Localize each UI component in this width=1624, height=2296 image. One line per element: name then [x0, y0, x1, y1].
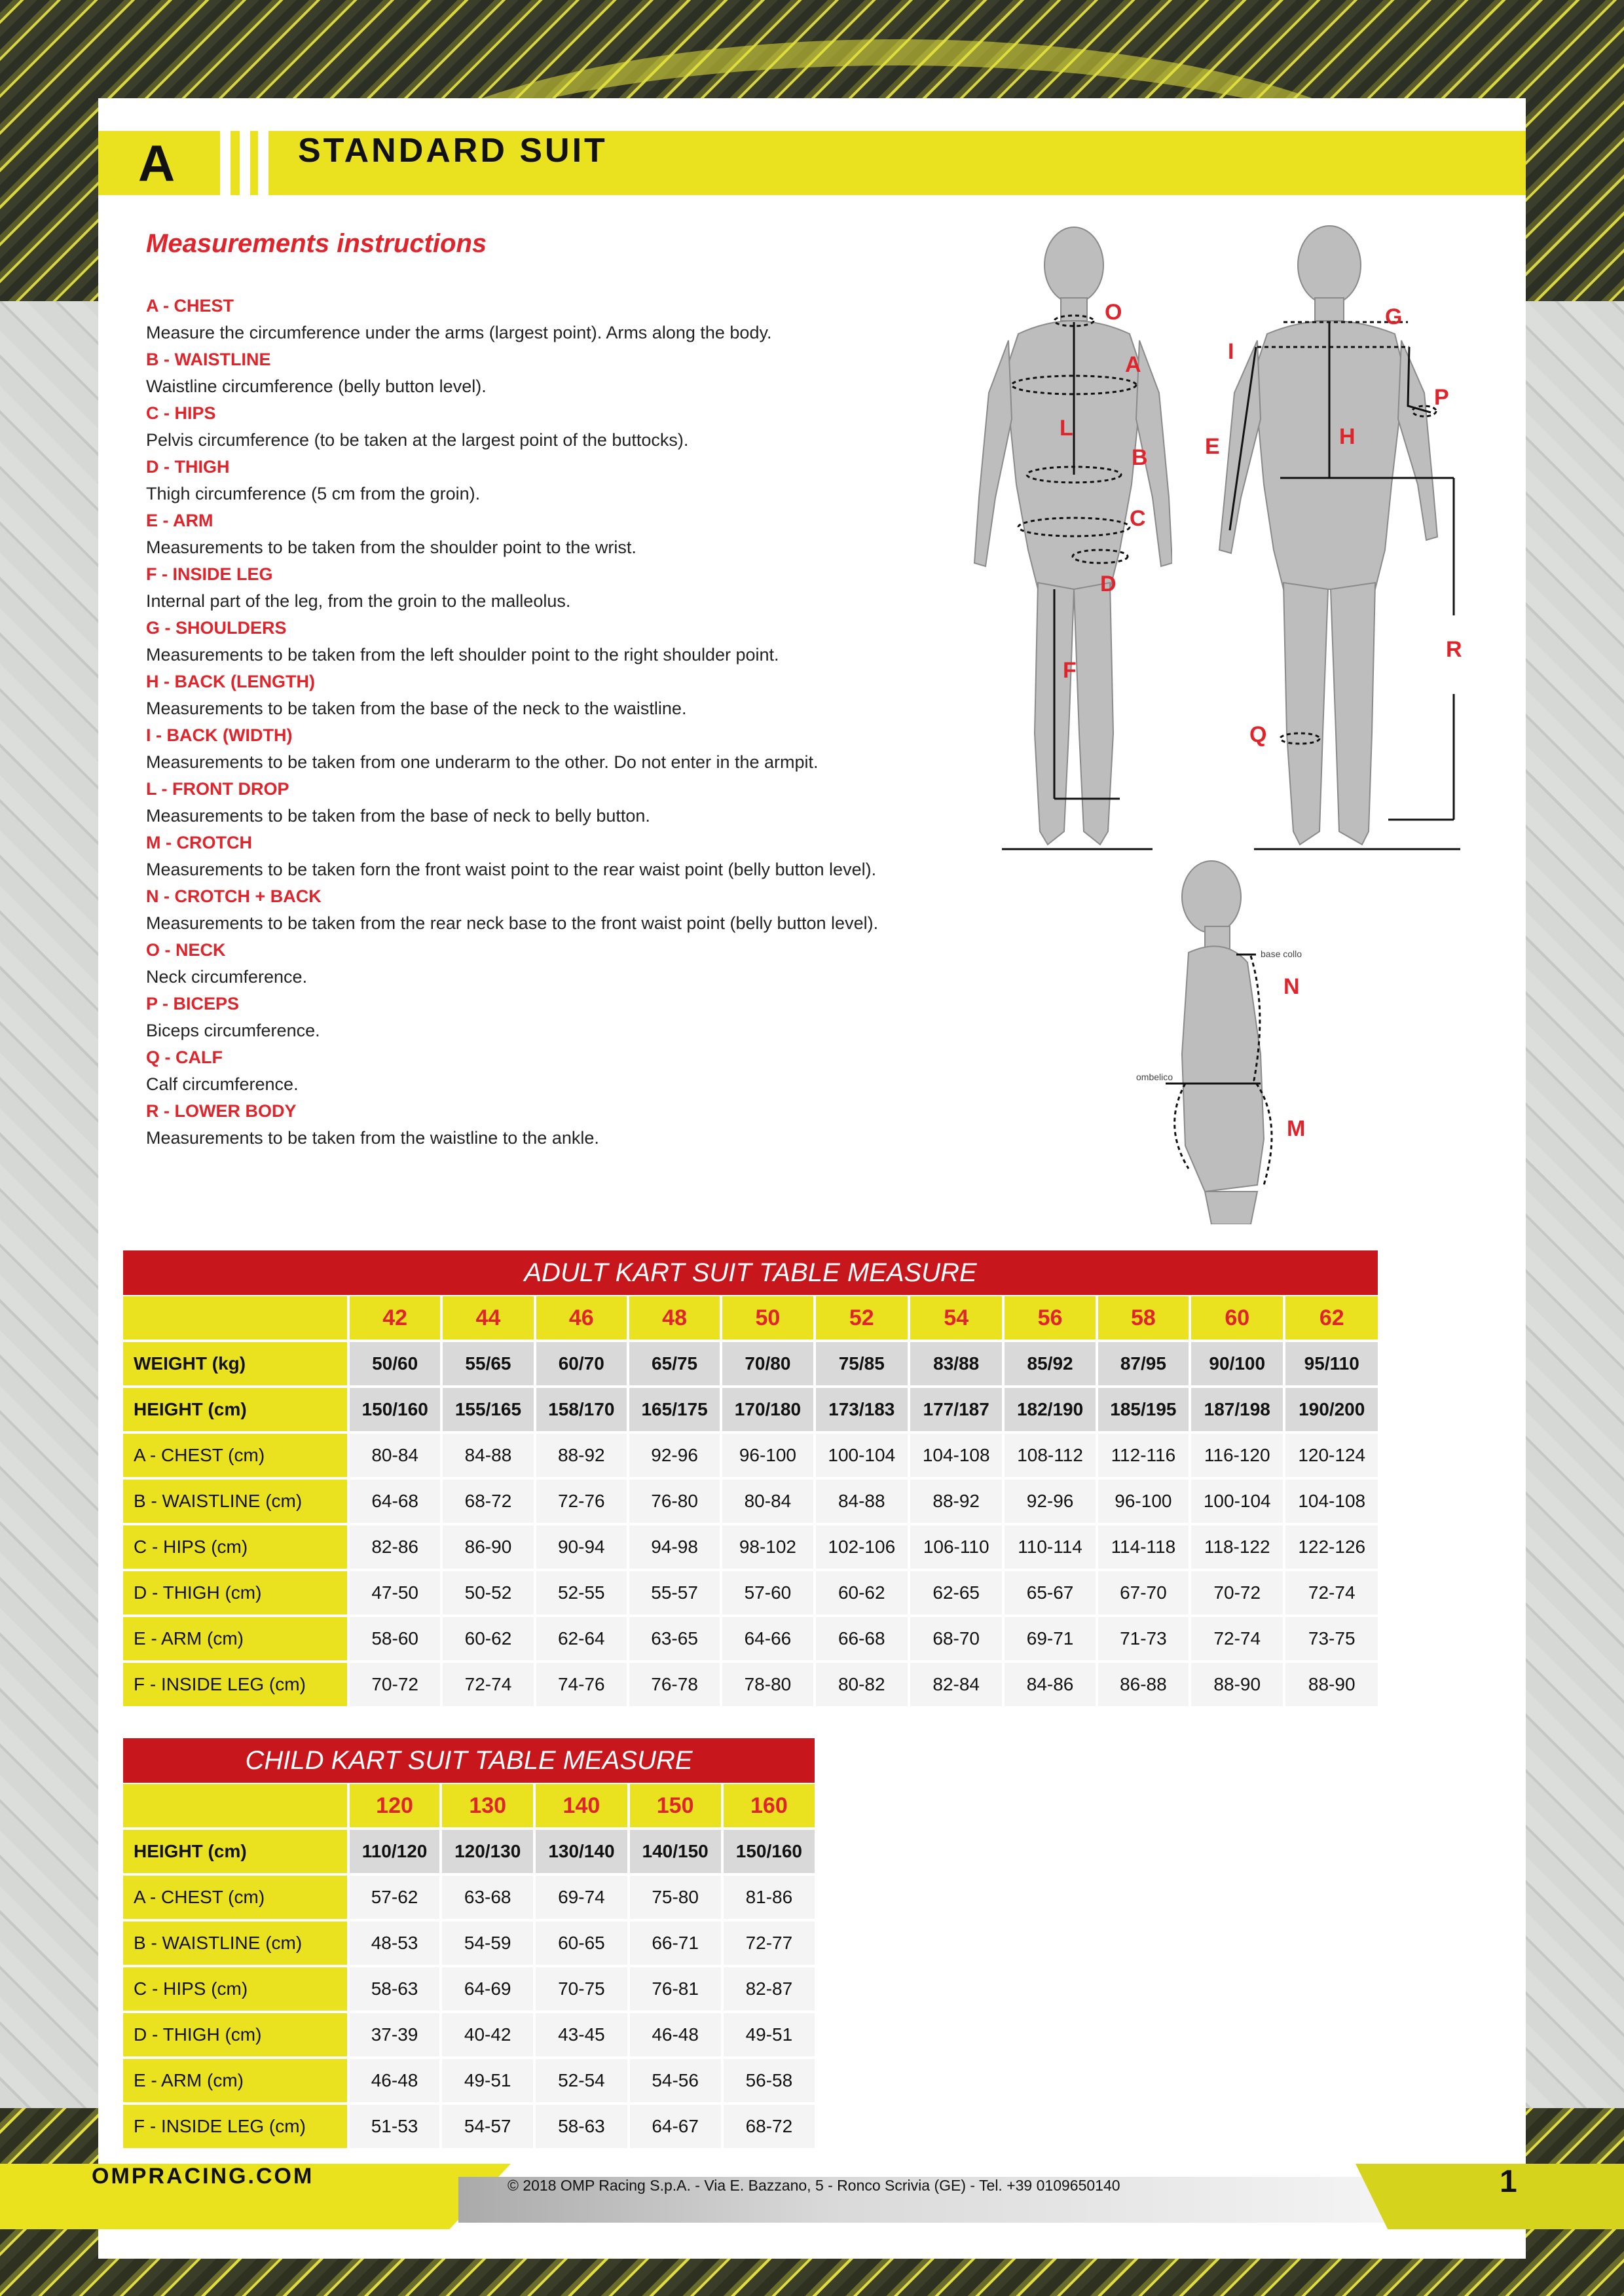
- instruction-item: [146, 722, 945, 776]
- instruction-item: [146, 454, 945, 507]
- table-cell: 92-96: [1005, 1480, 1095, 1523]
- table-cell: 68-72: [724, 2105, 815, 2148]
- size-header-cell: 120: [350, 1784, 439, 1827]
- table-cell: 46-48: [630, 2013, 721, 2056]
- table-cell: 70/80: [722, 1342, 813, 1385]
- table-cell: 54-57: [442, 2105, 533, 2148]
- size-header-row: [123, 1296, 1378, 1339]
- instruction-label: M - CROTCH: [146, 833, 252, 852]
- table-cell: 60-62: [816, 1571, 908, 1614]
- table-cell: 104-108: [1285, 1480, 1378, 1523]
- table-cell: 64-69: [442, 1967, 533, 2011]
- instruction-label: N - CROTCH + BACK: [146, 886, 322, 906]
- table-cell: 54-56: [630, 2059, 721, 2102]
- table-cell: 120/130: [442, 1830, 533, 1873]
- header-divider: [220, 131, 231, 195]
- instruction-label: P - BICEPS: [146, 994, 240, 1013]
- instruction-label: H - BACK (LENGTH): [146, 672, 315, 691]
- instruction-label: I - BACK (WIDTH): [146, 725, 293, 745]
- table-cell: 46-48: [350, 2059, 439, 2102]
- table-cell: 37-39: [350, 2013, 439, 2056]
- table-cell: 56-58: [724, 2059, 815, 2102]
- table-cell: 173/183: [816, 1388, 908, 1431]
- instruction-description: Waistline circumference (belly button level).: [146, 376, 487, 396]
- instruction-item: [146, 293, 945, 346]
- instruction-label: A - CHEST: [146, 296, 234, 316]
- table-cell: 66-68: [816, 1617, 908, 1660]
- instruction-item: [146, 400, 945, 454]
- table-cell: 68-70: [910, 1617, 1002, 1660]
- table-row: [123, 2105, 815, 2148]
- instruction-description: Measurements to be taken from the shoulder point to the wrist.: [146, 538, 637, 557]
- marker-d: D: [1100, 572, 1116, 596]
- table-cell: 76-78: [629, 1663, 720, 1706]
- size-header-cell: 160: [724, 1784, 815, 1827]
- table-cell: 108-112: [1005, 1434, 1095, 1477]
- size-header-cell: 56: [1005, 1296, 1095, 1339]
- table-row: [123, 1967, 815, 2011]
- table-cell: 49-51: [442, 2059, 533, 2102]
- table-cell: 88-92: [910, 1480, 1002, 1523]
- table-cell: 52-55: [536, 1571, 627, 1614]
- table-cell: 177/187: [910, 1388, 1002, 1431]
- instruction-description: Measure the circumference under the arms (largest point). Arms along the body.: [146, 323, 772, 342]
- instruction-description: Measurements to be taken from the waistline to the ankle.: [146, 1128, 599, 1148]
- table-cell: 158/170: [536, 1388, 627, 1431]
- marker-a: A: [1125, 352, 1141, 377]
- table-cell: 58-63: [350, 1967, 439, 2011]
- table-cell: 118-122: [1191, 1525, 1283, 1569]
- table-cell: 90/100: [1191, 1342, 1283, 1385]
- child-table-title: CHILD KART SUIT TABLE MEASURE: [123, 1738, 815, 1783]
- table-cell: 94-98: [629, 1525, 720, 1569]
- table-cell: 70-72: [1191, 1571, 1283, 1614]
- child-size-table: [120, 1781, 817, 2151]
- table-row: [123, 1922, 815, 1965]
- table-cell: 78-80: [722, 1663, 813, 1706]
- row-label-cell: F - INSIDE LEG (cm): [123, 1663, 347, 1706]
- size-header-cell: 54: [910, 1296, 1002, 1339]
- marker-r: R: [1446, 637, 1462, 662]
- header-blank-cell: [123, 1296, 347, 1339]
- row-label-cell: C - HIPS (cm): [123, 1967, 347, 2011]
- instruction-description: Biceps circumference.: [146, 1021, 320, 1040]
- table-cell: 72-74: [443, 1663, 533, 1706]
- table-row: [123, 1617, 1378, 1660]
- instruction-label: F - INSIDE LEG: [146, 564, 273, 584]
- instruction-item: [146, 991, 945, 1044]
- table-row: [123, 2013, 815, 2056]
- size-header-cell: 150: [630, 1784, 721, 1827]
- instruction-description: Calf circumference.: [146, 1074, 299, 1094]
- marker-o: O: [1105, 300, 1122, 325]
- instruction-item: [146, 829, 945, 883]
- table-cell: 64-67: [630, 2105, 721, 2148]
- table-cell: 72-74: [1191, 1617, 1283, 1660]
- size-header-cell: 48: [629, 1296, 720, 1339]
- instruction-description: Measurements to be taken from the left shoulder point to the right shoulder point.: [146, 645, 779, 665]
- instruction-label: Q - CALF: [146, 1048, 223, 1067]
- navel-note: ombelico: [1136, 1072, 1173, 1082]
- table-cell: 182/190: [1005, 1388, 1095, 1431]
- table-cell: 100-104: [1191, 1480, 1283, 1523]
- instruction-description: Measurements to be taken from the base of the neck to the waistline.: [146, 699, 687, 718]
- instruction-description: Neck circumference.: [146, 967, 308, 987]
- table-cell: 52-54: [536, 2059, 627, 2102]
- table-cell: 88-92: [536, 1434, 627, 1477]
- table-cell: 64-66: [722, 1617, 813, 1660]
- adult-size-table: [120, 1294, 1380, 1709]
- table-cell: 120-124: [1285, 1434, 1378, 1477]
- row-label-cell: D - THIGH (cm): [123, 2013, 347, 2056]
- table-cell: 75-80: [630, 1876, 721, 1919]
- table-cell: 65/75: [629, 1342, 720, 1385]
- instruction-label: B - WAISTLINE: [146, 350, 271, 369]
- table-cell: 98-102: [722, 1525, 813, 1569]
- table-cell: 68-72: [443, 1480, 533, 1523]
- table-cell: 82-84: [910, 1663, 1002, 1706]
- table-cell: 88-90: [1191, 1663, 1283, 1706]
- instruction-item: [146, 507, 945, 561]
- header-blank-cell: [123, 1784, 347, 1827]
- table-cell: 76-80: [629, 1480, 720, 1523]
- instruction-item: [146, 883, 945, 937]
- table-row: [123, 2059, 815, 2102]
- adult-table-title: ADULT KART SUIT TABLE MEASURE: [123, 1250, 1378, 1295]
- marker-c: C: [1130, 506, 1146, 531]
- table-cell: 49-51: [724, 2013, 815, 2056]
- table-cell: 57-60: [722, 1571, 813, 1614]
- table-row: [123, 1663, 1378, 1706]
- marker-q: Q: [1249, 722, 1267, 747]
- table-cell: 73-75: [1285, 1617, 1378, 1660]
- instruction-description: Measurements to be taken from the rear neck base to the front waist point (belly button level).: [146, 913, 879, 933]
- marker-l: L: [1060, 416, 1073, 441]
- table-cell: 80-84: [350, 1434, 440, 1477]
- table-cell: 85/92: [1005, 1342, 1095, 1385]
- table-cell: 43-45: [536, 2013, 627, 2056]
- size-header-cell: 58: [1098, 1296, 1189, 1339]
- marker-e: E: [1205, 434, 1220, 459]
- table-cell: 88-90: [1285, 1663, 1378, 1706]
- table-cell: 54-59: [442, 1922, 533, 1965]
- table-cell: 60/70: [536, 1342, 627, 1385]
- marker-g: G: [1385, 304, 1403, 329]
- instruction-item: [146, 615, 945, 668]
- instruction-label: C - HIPS: [146, 403, 216, 423]
- marker-m: M: [1287, 1116, 1306, 1141]
- table-cell: 96-100: [1098, 1480, 1189, 1523]
- marker-f: F: [1063, 658, 1077, 683]
- instruction-label: R - LOWER BODY: [146, 1101, 297, 1121]
- table-cell: 84-86: [1005, 1663, 1095, 1706]
- table-cell: 75/85: [816, 1342, 908, 1385]
- table-cell: 87/95: [1098, 1342, 1189, 1385]
- back-body-figure: [1205, 223, 1480, 858]
- size-header-cell: 44: [443, 1296, 533, 1339]
- table-cell: 130/140: [536, 1830, 627, 1873]
- size-header-row: [123, 1784, 815, 1827]
- table-cell: 86-88: [1098, 1663, 1189, 1706]
- table-cell: 70-72: [350, 1663, 440, 1706]
- page-number: 1: [1500, 2164, 1517, 2199]
- table-cell: 185/195: [1098, 1388, 1189, 1431]
- table-cell: 80-82: [816, 1663, 908, 1706]
- table-cell: 58-60: [350, 1617, 440, 1660]
- row-label-cell: F - INSIDE LEG (cm): [123, 2105, 347, 2148]
- table-cell: 62-65: [910, 1571, 1002, 1614]
- table-cell: 155/165: [443, 1388, 533, 1431]
- table-cell: 82-87: [724, 1967, 815, 2011]
- table-cell: 72-77: [724, 1922, 815, 1965]
- row-label-cell: C - HIPS (cm): [123, 1525, 347, 1569]
- table-cell: 69-71: [1005, 1617, 1095, 1660]
- table-cell: 82-86: [350, 1525, 440, 1569]
- row-label-cell: B - WAISTLINE (cm): [123, 1922, 347, 1965]
- row-label-cell: HEIGHT (cm): [123, 1830, 347, 1873]
- footer-website-link[interactable]: OMPRACING.COM: [92, 2164, 314, 2189]
- table-cell: 90-94: [536, 1525, 627, 1569]
- instruction-description: Measurements to be taken forn the front waist point to the rear waist point (belly button level).: [146, 860, 877, 879]
- instruction-description: Measurements to be taken from the base of neck to belly button.: [146, 806, 650, 826]
- instruction-description: Measurements to be taken from one underarm to the other. Do not enter in the armpit.: [146, 752, 819, 772]
- table-cell: 150/160: [350, 1388, 440, 1431]
- table-cell: 64-68: [350, 1480, 440, 1523]
- table-cell: 112-116: [1098, 1434, 1189, 1477]
- table-cell: 86-90: [443, 1525, 533, 1569]
- marker-p: P: [1434, 385, 1449, 410]
- table-cell: 104-108: [910, 1434, 1002, 1477]
- table-row: [123, 1525, 1378, 1569]
- table-cell: 114-118: [1098, 1525, 1189, 1569]
- marker-i: I: [1228, 339, 1234, 364]
- table-cell: 106-110: [910, 1525, 1002, 1569]
- table-cell: 55-57: [629, 1571, 720, 1614]
- table-cell: 48-53: [350, 1922, 439, 1965]
- table-cell: 95/110: [1285, 1342, 1378, 1385]
- size-header-cell: 52: [816, 1296, 908, 1339]
- table-cell: 65-67: [1005, 1571, 1095, 1614]
- front-body-figure: [956, 223, 1172, 858]
- table-row: [123, 1388, 1378, 1431]
- instruction-item: [146, 668, 945, 722]
- row-label-cell: D - THIGH (cm): [123, 1571, 347, 1614]
- table-cell: 96-100: [722, 1434, 813, 1477]
- header-divider: [240, 131, 250, 195]
- table-cell: 55/65: [443, 1342, 533, 1385]
- size-header-cell: 42: [350, 1296, 440, 1339]
- row-label-cell: E - ARM (cm): [123, 2059, 347, 2102]
- header-divider: [258, 131, 268, 195]
- table-cell: 84-88: [443, 1434, 533, 1477]
- table-cell: 76-81: [630, 1967, 721, 2011]
- footer-right-band: [1356, 2164, 1624, 2229]
- table-cell: 72-76: [536, 1480, 627, 1523]
- table-cell: 110/120: [350, 1830, 439, 1873]
- size-header-cell: 140: [536, 1784, 627, 1827]
- instruction-description: Pelvis circumference (to be taken at the largest point of the buttocks).: [146, 430, 689, 450]
- instruction-item: [146, 346, 945, 400]
- table-cell: 83/88: [910, 1342, 1002, 1385]
- size-header-cell: 50: [722, 1296, 813, 1339]
- table-cell: 80-84: [722, 1480, 813, 1523]
- instruction-label: D - THIGH: [146, 457, 230, 477]
- instruction-item: [146, 776, 945, 829]
- table-cell: 51-53: [350, 2105, 439, 2148]
- size-header-cell: 60: [1191, 1296, 1283, 1339]
- table-cell: 63-68: [442, 1876, 533, 1919]
- instructions-list: [146, 293, 945, 1152]
- instruction-item: [146, 1044, 945, 1098]
- instruction-label: L - FRONT DROP: [146, 779, 289, 799]
- table-cell: 66-71: [630, 1922, 721, 1965]
- instruction-description: Internal part of the leg, from the groin to the malleolus.: [146, 591, 571, 611]
- table-cell: 102-106: [816, 1525, 908, 1569]
- table-cell: 140/150: [630, 1830, 721, 1873]
- row-label-cell: HEIGHT (cm): [123, 1388, 347, 1431]
- table-cell: 116-120: [1191, 1434, 1283, 1477]
- table-cell: 58-63: [536, 2105, 627, 2148]
- table-cell: 81-86: [724, 1876, 815, 1919]
- row-label-cell: WEIGHT (kg): [123, 1342, 347, 1385]
- table-cell: 62-64: [536, 1617, 627, 1660]
- instruction-label: O - NECK: [146, 940, 226, 960]
- row-label-cell: A - CHEST (cm): [123, 1434, 347, 1477]
- side-body-figure: [1126, 858, 1336, 1224]
- table-cell: 71-73: [1098, 1617, 1189, 1660]
- table-cell: 60-65: [536, 1922, 627, 1965]
- size-header-cell: 46: [536, 1296, 627, 1339]
- table-cell: 72-74: [1285, 1571, 1378, 1614]
- table-cell: 187/198: [1191, 1388, 1283, 1431]
- section-letter: A: [138, 134, 177, 192]
- table-cell: 150/160: [724, 1830, 815, 1873]
- instruction-item: [146, 561, 945, 615]
- table-cell: 100-104: [816, 1434, 908, 1477]
- marker-n: N: [1283, 974, 1300, 999]
- instruction-label: G - SHOULDERS: [146, 618, 287, 638]
- table-cell: 63-65: [629, 1617, 720, 1660]
- instruction-description: Thigh circumference (5 cm from the groin).: [146, 484, 481, 503]
- table-cell: 84-88: [816, 1480, 908, 1523]
- instruction-label: E - ARM: [146, 511, 213, 530]
- size-header-cell: 62: [1285, 1296, 1378, 1339]
- table-cell: 74-76: [536, 1663, 627, 1706]
- footer-copyright: © 2018 OMP Racing S.p.A. - Via E. Bazzano, 5 - Ronco Scrivia (GE) - Tel. +39 0109650140: [507, 2177, 1120, 2194]
- instructions-title: Measurements instructions: [146, 229, 487, 258]
- table-cell: 170/180: [722, 1388, 813, 1431]
- table-cell: 70-75: [536, 1967, 627, 2011]
- size-header-cell: 130: [442, 1784, 533, 1827]
- table-cell: 57-62: [350, 1876, 439, 1919]
- page-title: STANDARD SUIT: [298, 132, 608, 170]
- instruction-item: [146, 1098, 945, 1152]
- table-row: [123, 1480, 1378, 1523]
- table-cell: 50/60: [350, 1342, 440, 1385]
- table-cell: 67-70: [1098, 1571, 1189, 1614]
- marker-b: B: [1132, 445, 1148, 470]
- row-label-cell: B - WAISTLINE (cm): [123, 1480, 347, 1523]
- row-label-cell: A - CHEST (cm): [123, 1876, 347, 1919]
- table-cell: 47-50: [350, 1571, 440, 1614]
- table-cell: 190/200: [1285, 1388, 1378, 1431]
- table-cell: 40-42: [442, 2013, 533, 2056]
- side-body-silhouette: [1182, 861, 1264, 1224]
- table-row: [123, 1434, 1378, 1477]
- table-row: [123, 1876, 815, 1919]
- table-cell: 110-114: [1005, 1525, 1095, 1569]
- table-row: [123, 1571, 1378, 1614]
- row-label-cell: E - ARM (cm): [123, 1617, 347, 1660]
- table-cell: 165/175: [629, 1388, 720, 1431]
- table-row: [123, 1342, 1378, 1385]
- table-cell: 60-62: [443, 1617, 533, 1660]
- table-row: [123, 1830, 815, 1873]
- back-body-silhouette: [1219, 226, 1437, 845]
- table-cell: 92-96: [629, 1434, 720, 1477]
- marker-h: H: [1339, 424, 1356, 449]
- instruction-item: [146, 937, 945, 991]
- table-cell: 122-126: [1285, 1525, 1378, 1569]
- table-cell: 50-52: [443, 1571, 533, 1614]
- table-cell: 69-74: [536, 1876, 627, 1919]
- neck-base-note: base collo: [1261, 949, 1302, 959]
